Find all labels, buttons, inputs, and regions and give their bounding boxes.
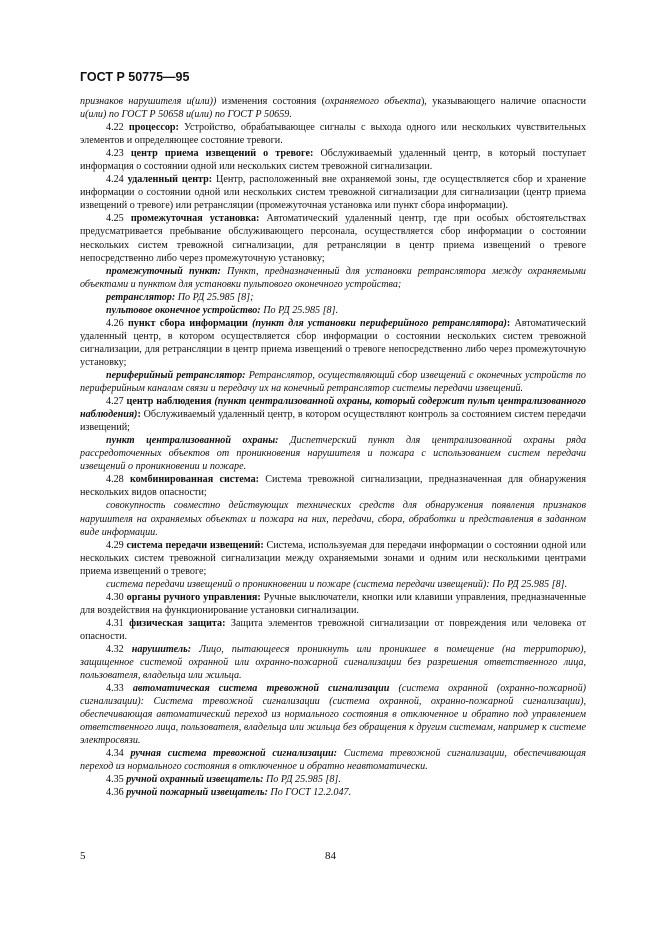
text-run: Система тревожной сигнализации, предназначенная для обнаружения нескольких видов опасности;: [80, 474, 587, 499]
paragraph: [80, 95, 586, 121]
term: пультовое оконечное устройство:: [106, 304, 261, 316]
text-run: 4.25: [106, 213, 131, 225]
term: (пункт централизованной охраны, который содержит пульт централизованного наблюдения): [80, 396, 586, 421]
text-run: По РД 25.985 [8];: [175, 291, 254, 303]
term: центр приема извещений о тревоге:: [130, 148, 314, 160]
text-run: 4.34: [106, 748, 131, 760]
text-run: 4.22: [106, 122, 129, 134]
paragraph: [80, 578, 586, 591]
text-run: 4.23: [106, 148, 131, 160]
text-run: По РД 25.985 [8].: [260, 304, 339, 316]
term: ретранслятор:: [106, 291, 176, 303]
page-number-left: 5: [80, 850, 86, 862]
term: (пункт для установки периферийного ретранслятора): [252, 317, 507, 329]
paragraph: [80, 265, 586, 291]
paragraph: [80, 773, 586, 786]
text-run: Автоматический удаленный центр, где при особых обстоятельствах предусматривается пребывание обслуживающего персонала, осуществляется сбор информации о состоянии нескольких систем тревожной сигнализации, для ретрансляции в центр приема извещений о тревоге непосредственно либо через промежуточную установку;: [80, 213, 587, 264]
term: промежуточный пункт:: [106, 265, 221, 277]
term: комбинированная система:: [129, 474, 260, 486]
paragraph: [80, 617, 586, 643]
term: удаленный центр:: [127, 174, 213, 186]
text-run: Обслуживаемый удаленный центр, в котором осуществляют контроль за состоянием систем передачи извещений;: [80, 409, 586, 434]
text-run: По ГОСТ 12.2.047.: [267, 787, 352, 799]
text-run: Обслуживаемый удаленный центр, в который поступает информация о состоянии одной или нескольких систем тревожной сигнализации.: [80, 148, 586, 173]
term: пункт сбора информации: [127, 317, 253, 329]
paragraph: [80, 369, 586, 395]
term: физическая защита:: [129, 617, 226, 629]
term: нарушитель:: [131, 643, 192, 655]
term: :: [506, 317, 511, 329]
term: центр наблюдения: [126, 396, 215, 408]
paragraph: [80, 434, 586, 473]
text-run: 4.28: [106, 474, 130, 486]
paragraph: [80, 291, 586, 304]
term: органы ручного управления:: [126, 591, 261, 603]
text-run: Диспетчерский пункт для централизованной охраны ряда рассредоточенных объектов от проникновения нарушителя и пожара с использованием систем передачи извещений о проникновении и пожаре.: [80, 435, 587, 473]
text-run: 4.27: [106, 396, 127, 408]
paragraph: [80, 212, 586, 264]
paragraph: [80, 304, 586, 317]
text-run: (система охранной (охранно-пожарной) сигнализации): Система тревожной сигнализации (система охранной, охранно-пожарной сигнализации), обеспечивающая автоматический переход из нормального состояния в отключенное и обратно под управлением ответственного лица, пользователя, владельца или жильца без обращения к другим системам, например к системе электросвязи.: [80, 683, 587, 747]
paragraph: [80, 591, 586, 617]
text-run: Ретранслятор, осуществляющий сбор извещений с оконечных устройств по периферийным каналам связи и передачу их на конечный ретранслятор системы передачи извещений.: [80, 369, 586, 395]
term: процессор:: [128, 122, 179, 134]
text-run: признаков нарушителя и(или)): [80, 96, 217, 107]
paragraph: [80, 747, 586, 773]
text-run: 4.26: [106, 317, 128, 329]
text-run: 4.36: [106, 787, 127, 799]
text-run: охраняемого объекта: [324, 96, 421, 107]
paragraph: [80, 499, 586, 538]
paragraph: [80, 395, 586, 434]
paragraph: [80, 539, 586, 578]
text-run: Система, используемая для передачи информации о состоянии одной или нескольких систем тревожной сигнализации между охраняемыми зонами и одним или несколькими центрами приема извещений о тревоге;: [80, 539, 586, 577]
text-run: 4.35: [106, 774, 127, 786]
text-run: и(или) по ГОСТ Р 50658 и(или) по ГОСТ Р 50659.: [80, 109, 292, 121]
paragraph: [80, 121, 586, 147]
text-run: По РД 25.985 [8].: [263, 774, 341, 786]
text-run: ), указывающего наличие опасности: [420, 96, 586, 107]
text-run: система передачи извещений о проникновении и пожаре (система передачи извещений): По РД 25.985 [8].: [106, 578, 568, 590]
paragraph: [80, 173, 586, 212]
term: промежуточная установка:: [130, 213, 260, 225]
text-run: Лицо, пытающееся проникнуть или проникшее в помещение (на территорию), защищенное системой охранной или охранно-пожарной сигнализации без разрешения ответственного лица, пользователя, владельца или жильца.: [80, 643, 587, 682]
text-run: Ручные выключатели, кнопки или клавиши управления, предназначенные для воздействия на функционирование установки сигнализации.: [80, 591, 586, 616]
text-run: 4.33: [106, 683, 133, 695]
text-run: Защита элементов тревожной сигнализации от повреждения или человека от опасности.: [80, 617, 586, 642]
text-run: Устройство, обрабатывающее сигналы с выхода одного или нескольких чувствительных элементов и определяющее состояние тревоги.: [80, 122, 587, 147]
text-run: Система тревожной сигнализации, обеспечивающая переход из нормального состояния в отключенное и обратно неавтоматически.: [80, 748, 586, 773]
text-run: совокупность совместно действующих технических средств для обнаружения появления признаков нарушителя на охраняемых объектах и пожара на них, передачи, сбора, обработки и представления в заданном виде информации.: [80, 500, 586, 538]
paragraph: [80, 786, 586, 799]
text-run: 4.30: [106, 591, 127, 603]
paragraph: [80, 147, 586, 173]
text-run: 4.31: [106, 617, 130, 629]
text-run: изменения состояния (: [216, 96, 325, 107]
term: периферийный ретранслятор:: [106, 369, 246, 381]
document-header: ГОСТ Р 50775—95: [80, 70, 190, 84]
text-run: Пункт, предназначенный для установки ретранслятора между охраняемыми объектами и пунктом для установки пультового оконечного устройства;: [80, 265, 586, 290]
term: пункт централизованной охраны:: [106, 435, 279, 447]
term: :: [137, 409, 141, 421]
term: автоматическая система тревожной сигнализации: [132, 683, 390, 695]
text-run: 4.24: [106, 174, 128, 186]
text-run: Автоматический удаленный центр, в котором осуществляется сбор информации о состоянии нескольких систем тревожной сигнализации, для ретрансляции в центр приема извещений о тревоге непосредственно либо через промежуточную установку;: [80, 317, 586, 368]
term: ручной пожарный извещатель:: [126, 787, 268, 799]
text-run: Центр, расположенный вне охраняемой зоны, где осуществляется сбор и хранение информации о состоянии одной или нескольких систем тревожной сигнализации для сигнализации (центр приема извещений о тревоге) или ретрансляции (промежуточная установка или пункт сбора информации).: [80, 174, 587, 212]
text-run: 4.32: [106, 643, 132, 655]
paragraph: [80, 682, 586, 747]
paragraph: [80, 473, 586, 499]
paragraph: [80, 317, 586, 369]
paragraph: [80, 643, 586, 682]
text-run: 4.29: [106, 539, 127, 551]
document-body: [80, 95, 586, 800]
term: ручная система тревожной сигнализации:: [130, 748, 338, 760]
page-number-center: 84: [325, 850, 336, 862]
term: система передачи извещений:: [126, 539, 264, 551]
term: ручной охранный извещатель:: [126, 774, 264, 786]
